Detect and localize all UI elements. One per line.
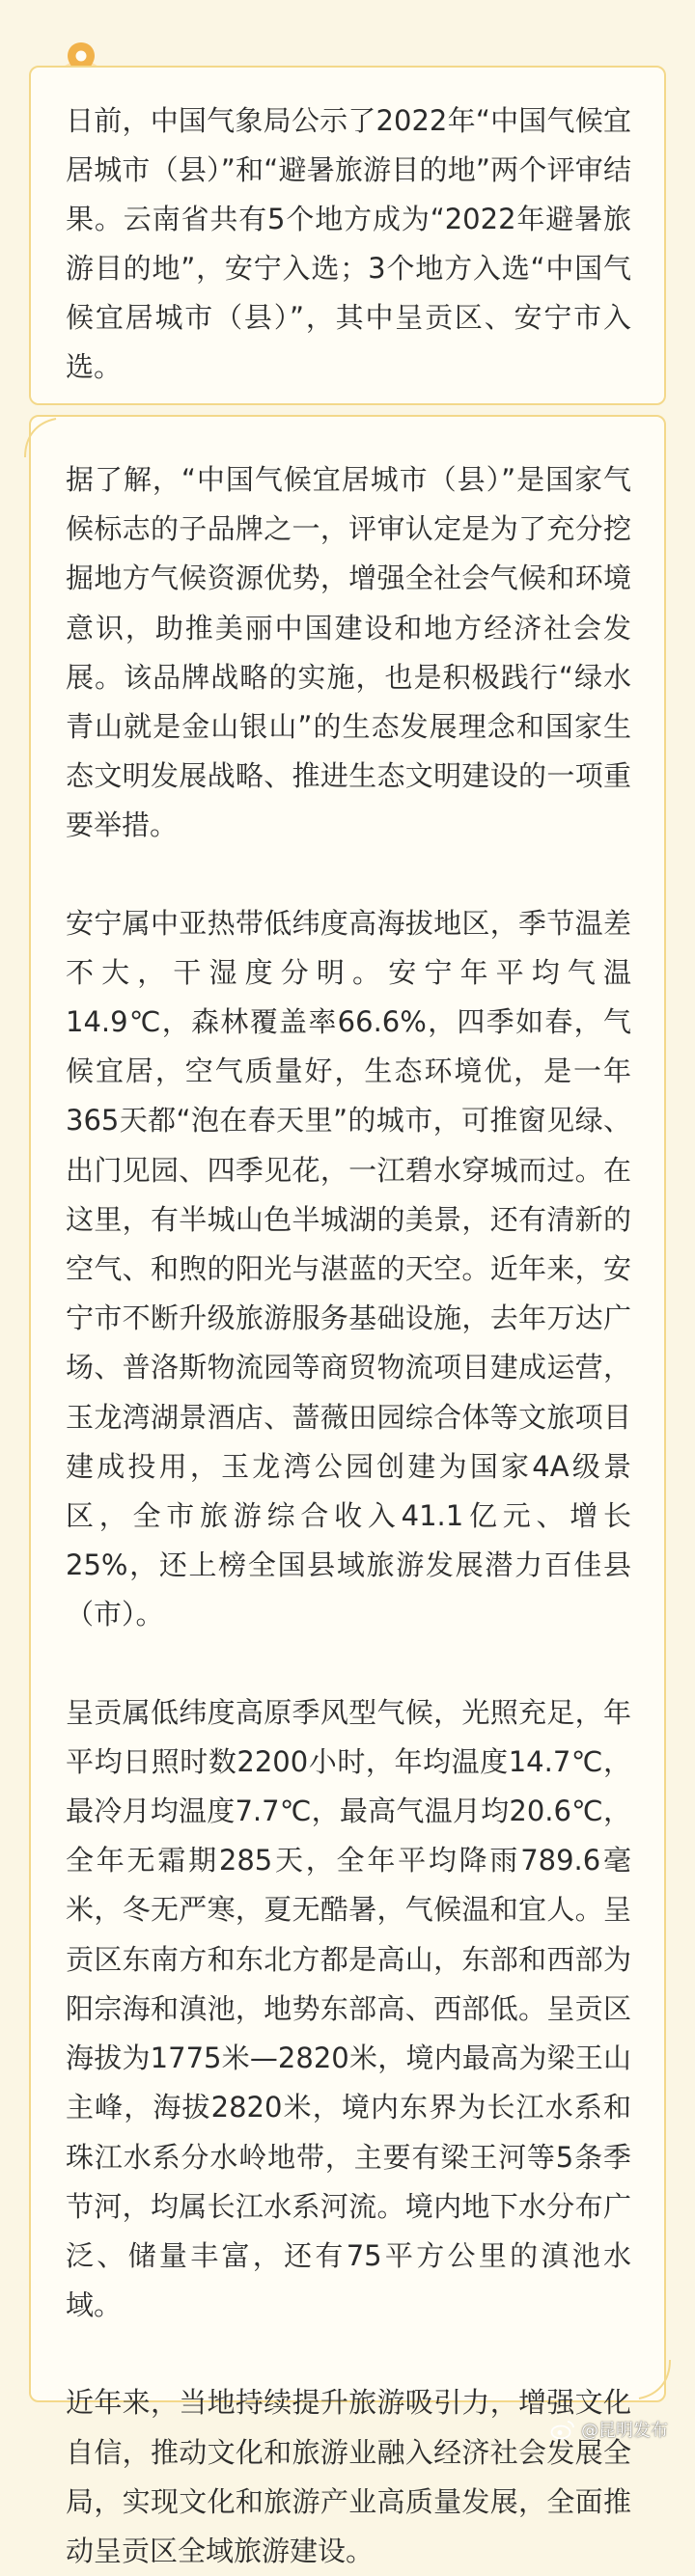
intro-card (29, 66, 666, 405)
paragraph: 据了解，“中国气候宜居城市（县）”是国家气候标志的子品牌之一，评审认定是为了充分挖掘地方气候资源优势，增强全社会气候和环境意识，助推美丽中国建设和地方经济社会发展。该品牌战略的实施，也是积极践行“绿水青山就是金山银山”的生态发展理念和国家生态文明发展战略、推进生态文明建设的一项重要举措。 (66, 463, 631, 842)
watermark-text: @昆明发布 (581, 2421, 668, 2441)
weibo-icon (550, 2419, 575, 2440)
intro-text: 日前，中国气象局公示了2022年“中国气候宜居城市（县）”和“避暑旅游目的地”两个评审结果。云南省共有5个地方成为“2022年避暑旅游目的地”，安宁入选；3个地方入选“中国气候宜居城市（县）”，其中呈贡区、安宁市入选。 (66, 104, 631, 383)
corner-decoration-icon (23, 417, 62, 459)
corner-decoration-icon (633, 2358, 672, 2400)
watermark (550, 2414, 668, 2445)
paragraph: 安宁属中亚热带低纬度高海拔地区，季节温差不大，干湿度分明。安宁年平均气温14.9℃，森林覆盖率66.6%，四季如春，气候宜居，空气质量好，生态环境优，是一年365天都“泡在春天里”的城市，可推窗见绿、出门见园、四季见花，一江碧水穿城而过。在这里，有半城山色半城湖的美景，还有清新的空气、和煦的阳光与湛蓝的天空。近年来，安宁市不断升级旅游服务基础设施，去年万达广场、普洛斯物流园等商贸物流项目建成运营，玉龙湾湖景酒店、蔷薇田园综合体等文旅项目建成投用，玉龙湾公园创建为国家4A级景区，全市旅游综合收入41.1亿元、增长25%，还上榜全国县域旅游发展潜力百佳县（市）。 (66, 906, 631, 1631)
paragraph: 近年来，当地持续提升旅游吸引力，增强文化自信，推动文化和旅游业融入经济社会发展全局，实现文化和旅游产业高质量发展，全面推动呈贡区全域旅游建设。 (66, 2386, 631, 2567)
paragraph: 呈贡属低纬度高原季风型气候，光照充足，年平均日照时数2200小时，年均温度14.7℃，最冷月均温度7.7℃，最高气温月均20.6℃，全年无霜期285天，全年平均降雨789.6毫米，冬无严寒，夏无酷暑，气候温和宜人。呈贡区东南方和东北方都是高山，东部和西部为阳宗海和滇池，地势东部高、西部低。呈贡区海拔为1775米—2820米，境内最高为梁王山主峰，海拔2820米，境内东界为长江水系和珠江水系分水岭地带，主要有梁王河等5条季节河，均属长江水系河流。境内地下水分布广泛、储量丰富，还有75平方公里的滇池水域。 (66, 1695, 631, 2322)
article-body (66, 455, 631, 2576)
